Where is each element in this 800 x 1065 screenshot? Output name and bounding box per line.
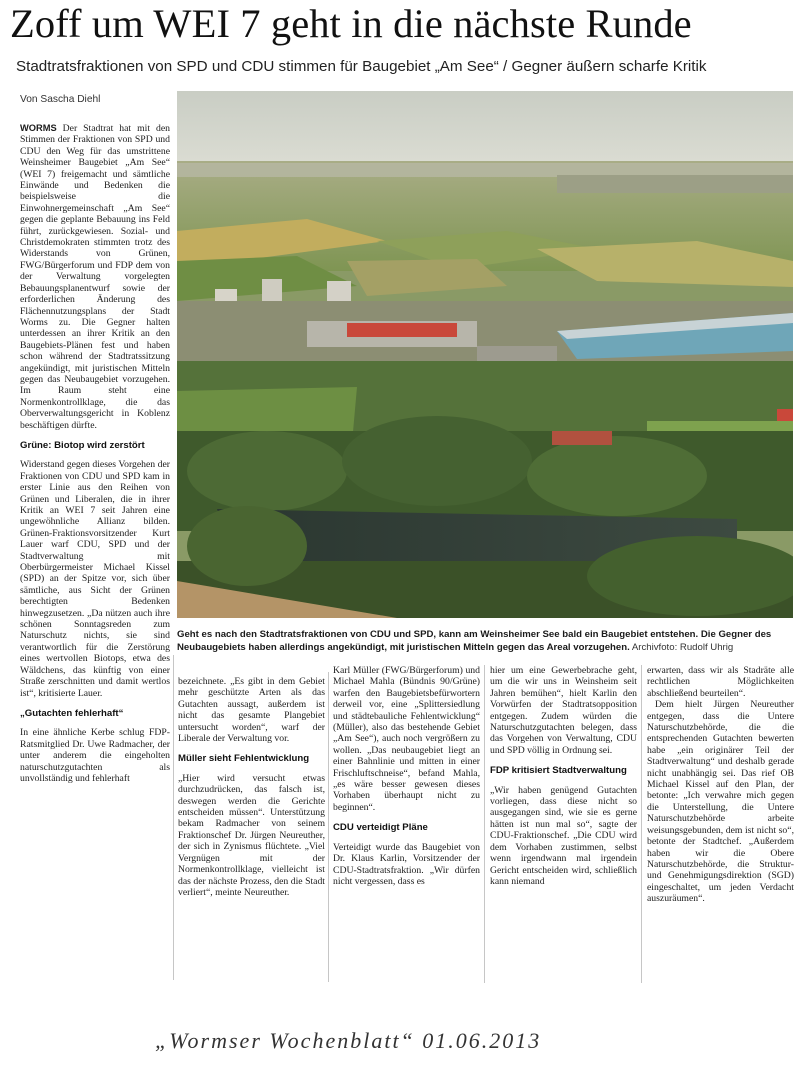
article-column-1 [20, 123, 170, 784]
article-column-5 [647, 665, 794, 905]
article-column-2 [178, 676, 325, 898]
aerial-photo [177, 91, 793, 618]
aerial-photo-illustration [177, 91, 793, 618]
column-divider [484, 665, 485, 983]
subheading-fdp: FDP kritisiert Stadtverwaltung [490, 765, 627, 777]
subheading-mueller: Müller sieht Fehlentwicklung [178, 753, 310, 765]
article-column-4 [490, 665, 637, 887]
photo-caption [177, 628, 793, 654]
paragraph-erwarten: erwarten, dass wir als Stadräte alle rechtlichen Möglichkeiten abschließend beurteilen“. [647, 665, 794, 699]
column-divider [641, 665, 642, 983]
paragraph-hier-wird: „Hier wird versucht etwas durchzudrücken, das falsch ist, deswegen werden die Gerichte entscheiden müssen“. Unterstützung bekam Radmacher von seinem Fraktionschef Dr. Jürgen Neureuther, der sich in Zynismus flüchtete. „Viel Vergnügen mit der Normenkontrollklage, vielleicht ist das der nächste Prozess, den die Stadt verliert“, meinte Neureuther. [178, 772, 325, 898]
paragraph-gewerbebrache: hier um eine Gewerbebrache geht, um die wir uns in Weinsheim seit Jahren bemühen“, hielt Karlin den Vorwürfen der Stadtratsopposition entgegen. Zudem würden die Naturschutzgutachten belegen, dass das Vorgehen von Verwaltung, CDU und SPD völlig in Ordnung sei. [490, 665, 637, 756]
photo-credit: Archivfoto: Rudolf Uhrig [631, 642, 734, 653]
paragraph-verteidigt: Verteidigt wurde das Baugebiet von Dr. Klaus Karlin, Vorsitzender der CDU-Stadtratsfraktion. „Wir dürfen nicht vergessen, dass es [333, 841, 480, 887]
handwritten-note: „Wormser Wochenblatt“ 01.06.2013 [155, 1028, 542, 1053]
paragraph-kerbe: In eine ähnliche Kerbe schlug FDP-Ratsmitglied Dr. Uwe Radmacher, der unter anderem die eingeholten naturschutzgutachten als unvollständig und fehlerhaft [20, 727, 170, 784]
column-divider [328, 672, 329, 982]
caption-text: Geht es nach den Stadtratsfraktionen von CDU und SPD, kann am Weinsheimer See bald ein Baugebiet entstehen. Die Gegner des Neubaugebiets haben allerdings angekündigt, mit juristischen Mitteln gegen das Areal vorzugehen. [177, 629, 772, 653]
paragraph-bezeichnete: bezeichnete. „Es gibt in dem Gebiet mehr geschützte Arten als das Gutachten aussagt, außerdem ist nicht das gesamte Plangebiet untersucht worden“, warf der Liberale der Verwaltung vor. [178, 676, 325, 745]
article-column-3 [333, 665, 480, 887]
subheadline: Stadtratsfraktionen von SPD und CDU stimmen für Baugebiet „Am See“ / Gegner äußern scharfe Kritik [16, 58, 707, 75]
paragraph-neureuther: Dem hielt Jürgen Neureuther entgegen, dass die Untere Naturschutzbehörde, die die entsprechenden Gutachten bewerten habe „ein originärer Teil der Stadtverwaltung“ und deshalb gerade nicht unabhängig sei. Das rief OB Michael Kissel auf den Plan, der betonte: „Ich verwahre mich gegen die Unterstellung, die Untere Naturschutzbehörde arbeite weisungsgebunden, dem ist nicht so“, betonte der Stadtchef. „Außerdem haben wir die Obere Naturschutzbehörde, die Struktur- und Genehmigungsdirektion (SGD) eingeschaltet, um jeden Verdacht auszuräumen“. [647, 699, 794, 905]
subheading-biotop: Grüne: Biotop wird zerstört [20, 439, 145, 451]
dateline: WORMS [20, 123, 57, 133]
paragraph-gutachten-vorliegen: „Wir haben genügend Gutachten vorliegen, dass diese nicht so ausgegangen sind, wie sie es gerne hätten ist nun mal so“, sagte der CDU-Fraktionschef. „Die CDU wird dem Vorhaben zustimmen, selbst wenn irgendwann mal irgendein Gericht entscheiden wird, schließlich kann niemand [490, 784, 637, 887]
column-divider [173, 655, 174, 980]
subheading-gutachten: „Gutachten fehlerhaft“ [20, 707, 124, 719]
paragraph-karl-mueller: Karl Müller (FWG/Bürgerforum) und Michael Mahla (Bündnis 90/Grüne) warfen den Baugebietsbefürwortern derweil vor, eine „Splittersiedlung und städtebauliche Fehlentwicklung“ (Müller), also das bestehende Gebiet „Am See“), auch noch vergrößern zu wollen. „Das neubaugebiet liegt an einer Bahnlinie und mitten in einer Frischluftschneise“, befand Mahla, „es wäre besser gewesen dieses Vorhaben überhaupt nicht zu beginnen“. [333, 665, 480, 813]
lead-paragraph: Der Stadtrat hat mit den Stimmen der Fraktionen von SPD und CDU den Weg für das umstrittene Weinsheimer Baugebiet „Am See“ (WEI 7) freigemacht und sämtliche Einwände und Bedenken die beispielsweise die Einwohnergemeinschaft „Am See“ gegen die geplante Bebauung ins Feld führt, zurückgewiesen. Sozial- und Christdemokraten stimmten trotz des Widerstands von Grünen, FWG/Bürgerforum und FDP dem von der Verwaltung vorgelegten Bebauungsplanentwurf sowie der erforderlichen Änderung des Flächennutzungsplans der Stadt Worms zu. Die Gegner halten unterdessen an ihrer Kritik an den Baugebiets-Plänen fest und haben schon während der Stadtratssitzung angekündigt, mit juristischen Mitteln gegen das Neubaugebiet vorzugehen. Im Raum steht eine Normenkontrollklage, die das Oberverwaltungsgericht in Koblenz beschäftigen dürfte. [20, 123, 170, 431]
subheading-cdu: CDU verteidigt Pläne [333, 822, 428, 834]
byline: Von Sascha Diehl [20, 94, 101, 105]
headline: Zoff um WEI 7 geht in die nächste Runde [10, 1, 692, 46]
paragraph-widerstand: Widerstand gegen dieses Vorgehen der Fraktionen von CDU und SPD kam in erster Linie aus den Reihen von Grünen und Liberalen, die in ihrer Kritik an WEI 7 seit Jahren eine ungewöhnliche Allianz bilden. Grünen-Fraktionsvorsitzender Kurt Lauer warf CDU, SPD und der Stadtverwaltung mit Oberbürgermeister Michael Kissel (SPD) an der Spitze vor, sich über sämtliche, aus Sicht der Grünen berechtigten Bedenken hinwegzusetzen. „Da nützen auch ihre schönen Sonntagsreden zum Naturschutz nichts, sie sind verantwortlich für die Zerstörung eines wertvollen Biotops, etwa des Wäldchens, das künftig von einer Straße zerschnitten und damit wertlos ist“, kritisierte Lauer. [20, 459, 170, 699]
